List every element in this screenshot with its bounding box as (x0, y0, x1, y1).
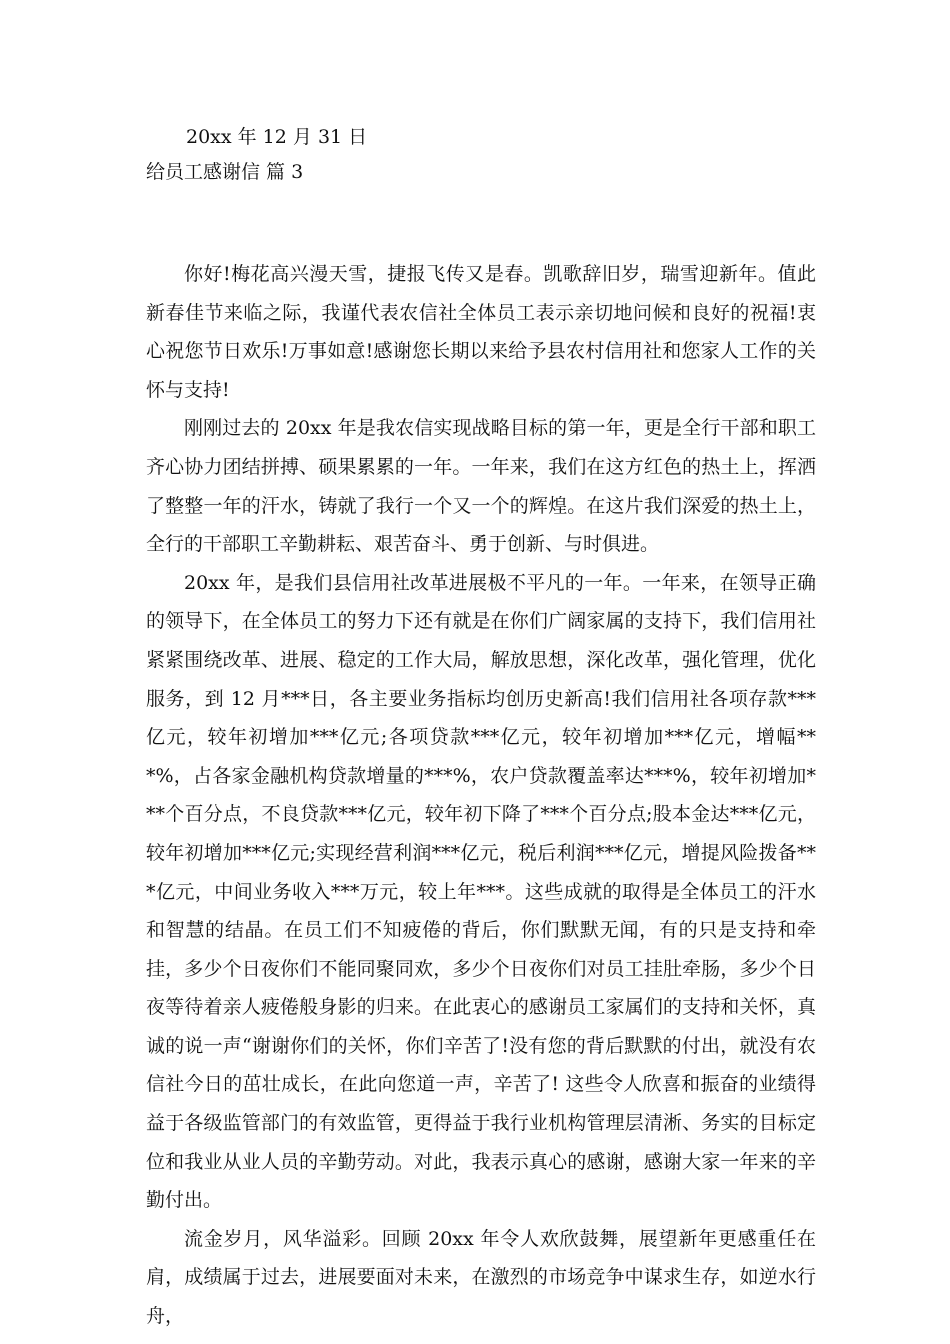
letter-body (146, 255, 816, 1336)
section-title: 给员工感谢信 篇 3 (146, 161, 304, 183)
paragraph-greeting: 你好!梅花高兴漫天雪，捷报飞传又是春。凯歌辞旧岁，瑞雪迎新年。值此新春佳节来临之际，我谨代表农信社全体员工表示亲切地问候和良好的祝福!衷心祝您节日欢乐!万事如意!感谢您长期以来给予县农村信用社和您家人工作的关怀与支持! (146, 263, 816, 401)
paragraph-achievements: 20xx 年，是我们县信用社改革进展极不平凡的一年。一年来，在领导正确的领导下，在全体员工的努力下还有就是在你们广阔家属的支持下，我们信用社紧紧围绕改革、进展、稳定的工作大局，解放思想，深化改革，强化管理，优化服务，到 12 月***日，各主要业务指标均创历史新高!我们信用社各项存款***亿元，较年初增加***亿元;各项贷款***亿元，较年初增加***亿元，增幅***%，占各家金融机构贷款增量的***%，农户贷款覆盖率达***%，较年初增加***个百分点，不良贷款***亿元，较年初下降了***个百分点;股本金达***亿元，较年初增加***亿元;实现经营利润***亿元，税后利润***亿元，增提风险拨备***亿元，中间业务收入***万元，较上年***。这些成就的取得是全体员工的汗水和智慧的结晶。在员工们不知疲倦的背后，你们默默无闻，有的只是支持和牵挂，多少个日夜你们不能同聚同欢，多少个日夜你们对员工挂肚牵肠，多少个日夜等待着亲人疲倦般身影的归来。在此衷心的感谢员工家属们的支持和关怀，真诚的说一声“谢谢你们的关怀，你们辛苦了!没有您的背后默默的付出，就没有农信社今日的茁壮成长，在此向您道一声，辛苦了! 这些令人欣喜和振奋的业绩得益于各级监管部门的有效监管，更得益于我行业机构管理层清淅、务实的目标定位和我业从业人员的辛勤劳动。对此，我表示真心的感谢，感谢大家一年来的辛勤付出。 (146, 571, 816, 1212)
date-line: 20xx 年 12 月 31 日 (186, 126, 368, 148)
paragraph-outlook: 流金岁月，风华溢彩。回顾 20xx 年令人欢欣鼓舞，展望新年更感重任在肩，成绩属于过去，进展要面对未来，在激烈的市场竞争中谋求生存，如逆水行舟， (146, 1227, 816, 1328)
paragraph-past-year: 刚刚过去的 20xx 年是我农信实现战略目标的第一年，更是全行干部和职工齐心协力团结拼搏、硕果累累的一年。一年来，我们在这方红色的热土上，挥洒了整整一年的汗水，铸就了我行一个又一个的辉煌。在这片我们深爱的热土上，全行的干部职工辛勤耕耘、艰苦奋斗、勇于创新、与时俱进。 (146, 417, 816, 556)
